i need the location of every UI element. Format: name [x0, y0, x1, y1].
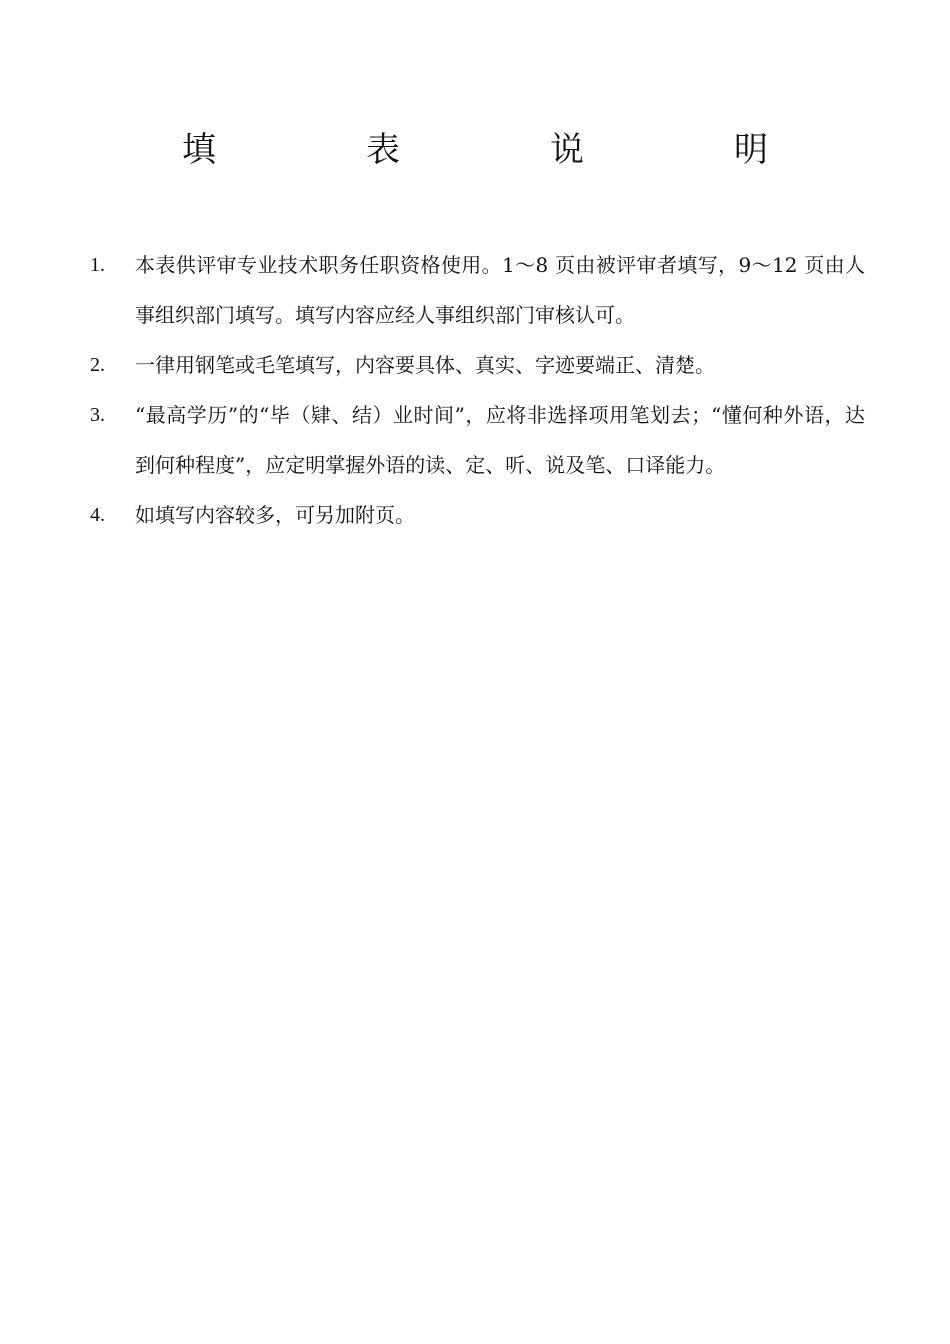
instruction-text: 一律用钢笔或毛笔填写，内容要具体、真实、字迹要端正、清楚。: [135, 353, 715, 377]
instruction-text: “最高学历”的“毕（肄、结）业时间”，应将非选择项用笔划去；“懂何种外语，达到何种程度”，应定明掌握外语的读、定、听、说及笔、口译能力。: [135, 403, 865, 477]
instruction-item: [90, 240, 865, 340]
instruction-text: 本表供评审专业技术职务任职资格使用。1～8 页由被评审者填写，9～12 页由人事组织部门填写。填写内容应经人事组织部门审核认可。: [135, 253, 865, 327]
instruction-item: [90, 490, 865, 540]
page-title: 填 表 说 明: [182, 130, 826, 170]
instruction-number: 4.: [90, 504, 105, 526]
instruction-item: [90, 390, 865, 490]
instruction-number: 1.: [90, 254, 105, 276]
instruction-item: [90, 340, 865, 390]
instructions-list: [90, 240, 865, 540]
instruction-number: 3.: [90, 404, 105, 426]
instruction-number: 2.: [90, 354, 105, 376]
instruction-text: 如填写内容较多，可另加附页。: [135, 503, 415, 527]
